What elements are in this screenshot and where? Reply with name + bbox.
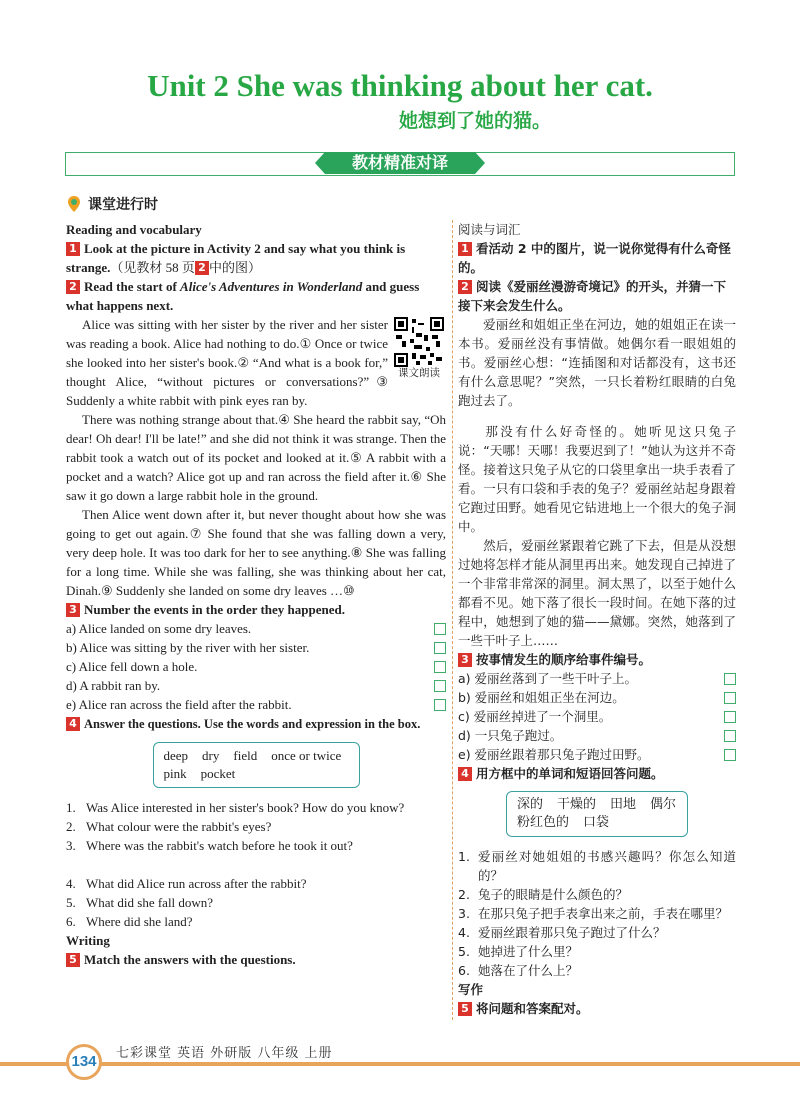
exercise-number: 3 — [458, 653, 472, 667]
question-item — [66, 817, 446, 836]
question-item — [66, 798, 446, 817]
answer-box[interactable] — [434, 699, 446, 711]
exercise-instruction: 按事情发生的顺序给事件编号。 — [476, 652, 652, 667]
event-text: a) Alice landed on some dry leaves. — [66, 621, 252, 636]
question-item — [66, 893, 446, 912]
writing-heading-zh: 写作 — [458, 982, 484, 997]
event-item — [458, 707, 736, 726]
event-text: e) Alice ran across the field after the rabbit. — [66, 697, 292, 712]
question-number: 6. — [66, 914, 76, 929]
question-number: 5. — [66, 895, 76, 910]
event-item — [458, 688, 736, 707]
story-text: There was nothing strange about that.④ She heard the rabbit say, “Oh dear! Oh dear! I'll be late!” and she did not think it was strange. Then the rabbit took a watch out of its pocket and looked at it.⑤ A rabbit with a pocket and a watch? Alice got up and ran across the field after it.⑥ She saw it go down a large rabbit hole in the ground. — [66, 412, 446, 503]
question-item — [458, 847, 736, 885]
answer-box[interactable] — [434, 661, 446, 673]
textbook-note: 中的图） — [208, 260, 261, 275]
exercise-number: 2 — [195, 261, 209, 275]
footer-rule — [0, 1062, 800, 1066]
event-text: c) 爱丽丝掉进了一个洞里。 — [458, 709, 612, 724]
answer-box[interactable] — [724, 730, 736, 742]
location-pin-icon — [66, 195, 82, 213]
exercise-number: 1 — [458, 242, 472, 256]
story-paragraph-1 — [66, 315, 446, 410]
word-item: deep — [163, 748, 189, 763]
exercise-instruction: Match the answers with the questions. — [84, 952, 296, 967]
story-paragraph-2 — [66, 410, 446, 505]
event-item — [458, 745, 736, 764]
exercise-3-zh — [458, 650, 736, 669]
exercise-number: 5 — [66, 953, 80, 967]
question-text: 在那只兔子把手表拿出来之前，手表在哪里？ — [478, 906, 729, 921]
question-number: 3. — [66, 838, 76, 853]
question-item — [458, 904, 736, 923]
question-item — [458, 885, 736, 904]
question-item — [66, 874, 446, 893]
exercise-2 — [66, 277, 446, 315]
exercise-5-zh — [458, 999, 736, 1018]
question-text: 她落在了什么上？ — [478, 963, 579, 978]
exercise-instruction: Read the start of — [84, 279, 181, 294]
exercise-1-zh — [458, 239, 736, 277]
word-item: 偶尔 — [650, 797, 677, 812]
question-number: 2. — [66, 819, 76, 834]
word-item: 干燥的 — [557, 797, 597, 812]
event-text: d) A rabbit ran by. — [66, 678, 161, 693]
event-text: b) Alice was sitting by the river with her sister. — [66, 640, 310, 655]
question-number: 4. — [458, 925, 470, 940]
english-column — [66, 220, 446, 969]
question-item — [458, 923, 736, 942]
exercise-number: 4 — [458, 767, 472, 781]
exercise-number: 4 — [66, 717, 80, 731]
section-band — [65, 152, 735, 176]
question-text: What colour were the rabbit's eyes? — [86, 819, 272, 834]
event-item — [66, 619, 446, 638]
book-title-italic: Alice's Adventures in Wonderland — [180, 279, 363, 294]
section-band-label: 教材精准对译 — [325, 152, 475, 174]
page-number: 134 — [66, 1044, 102, 1080]
story-paragraph-3-zh — [458, 536, 736, 650]
question-item — [66, 836, 446, 855]
story-text: 爱丽丝和姐姐正坐在河边，她的姐姐正在读一本书。爱丽丝没有事情做。她偶尔看一眼姐姐的书。爱丽丝心想：“连插图和对话都没有，这书还有什么意思呢？”突然，一只长着粉红眼睛的白兔跑过去了。 — [458, 317, 736, 408]
exercise-1 — [66, 239, 446, 277]
exercise-instruction: and guess what happens next. — [66, 279, 420, 313]
question-text: 爱丽丝跟着那只兔子跑过了什么？ — [478, 925, 666, 940]
question-number: 4. — [66, 876, 76, 891]
exercise-instruction: Look at the picture in Activity 2 and say what you think is strange. — [66, 241, 406, 275]
event-item — [458, 726, 736, 745]
event-text: a) 爱丽丝落到了一些干叶子上。 — [458, 671, 638, 686]
answer-box[interactable] — [434, 642, 446, 654]
story-paragraph-1-zh — [458, 315, 736, 410]
story-text: Then Alice went down after it, but never thought about how she was going to get out again.⑦ She found that she was falling down a very, very deep hole. It was too dark for her to see anything.⑧ She was falling for a long time. While she was falling, she was thinking about her cat, Dinah.⑨ Suddenly she landed on some dry leaves …⑩ — [66, 507, 446, 598]
book-title: 七彩课堂 英语 外研版 八年级 上册 — [116, 1046, 333, 1061]
question-text: Where did she land? — [86, 914, 193, 929]
question-text: What did she fall down? — [86, 895, 214, 910]
event-item — [66, 657, 446, 676]
question-text: Where was the rabbit's watch before he took it out? — [86, 838, 353, 853]
chinese-column — [458, 220, 736, 1018]
exercise-instruction: Number the events in the order they happened. — [84, 602, 345, 617]
section-heading-label: 课堂进行时 — [88, 197, 158, 213]
word-item: 口袋 — [583, 815, 610, 830]
question-item — [458, 961, 736, 980]
story-text: 然后，爱丽丝紧跟着它跳了下去，但是从没想过她将怎样才能从洞里再出来。她发现自己掉进了一个非常非常深的洞里。洞太黑了，以至于她什么都看不见。她下落了很长一段时间。在她下落的过程中，她想到了她的猫——黛娜。突然，她落到了一些干叶子上…… — [458, 538, 736, 648]
exercise-number: 1 — [66, 242, 80, 256]
question-list — [66, 798, 446, 931]
column-divider — [452, 220, 453, 1020]
question-number: 3. — [458, 906, 470, 921]
question-text: 爱丽丝对她姐姐的书感兴趣吗？你怎么知道的？ — [478, 849, 736, 883]
exercise-instruction: Answer the questions. Use the words and expression in the box. — [84, 717, 421, 731]
event-text: d) 一只兔子跑过。 — [458, 728, 563, 743]
story-text: Alice was sitting with her sister by the river and her sister was reading a book. Alice had nothing to do.① Once or twice she looked into her sister's book.② “And what is a book for,” thought Alice, “without pictures or conversations?”③ Suddenly a white rabbit with pink eyes ran by. — [66, 317, 388, 408]
question-item — [66, 912, 446, 931]
exercise-number: 2 — [66, 280, 80, 294]
question-list-zh — [458, 847, 736, 980]
question-number: 5. — [458, 944, 470, 959]
question-number: 1. — [458, 849, 470, 864]
exercise-3 — [66, 600, 446, 619]
word-box — [153, 742, 360, 788]
exercise-4-zh — [458, 764, 736, 783]
event-text: b) 爱丽丝和姐姐正坐在河边。 — [458, 690, 625, 705]
event-item — [458, 669, 736, 688]
answer-box[interactable] — [724, 711, 736, 723]
unit-title-english: Unit 2 She was thinking about her cat. — [147, 68, 653, 103]
answer-box[interactable] — [434, 623, 446, 635]
answer-box[interactable] — [724, 749, 736, 761]
question-item — [458, 942, 736, 961]
story-paragraph-3 — [66, 505, 446, 600]
exercise-4 — [66, 714, 446, 734]
textbook-note: （见教材 58 页 — [110, 260, 195, 275]
event-item — [66, 638, 446, 657]
answer-box[interactable] — [724, 692, 736, 704]
exercise-instruction: 看活动 2 中的图片，说一说你觉得有什么奇怪的。 — [458, 241, 731, 275]
exercise-number: 3 — [66, 603, 80, 617]
exercise-number: 5 — [458, 1002, 472, 1016]
writing-heading: Writing — [66, 933, 110, 948]
word-item: field — [233, 748, 258, 763]
qr-code-block[interactable] — [392, 317, 446, 379]
exercise-5 — [66, 950, 446, 969]
event-item — [66, 676, 446, 695]
exercise-instruction: 将问题和答案配对。 — [476, 1001, 589, 1016]
word-item: dry — [202, 748, 220, 763]
question-text: What did Alice run across after the rabbit? — [86, 876, 307, 891]
story-paragraph-2-zh — [458, 422, 736, 536]
exercise-number: 2 — [458, 280, 472, 294]
word-item: pink — [163, 766, 187, 781]
story-text: 那没有什么好奇怪的。她听见这只兔子说：“天哪！天哪！我要迟到了！”她认为这并不奇怪。接着这只兔子从它的口袋里拿出一块手表看了看。一只有口袋和手表的兔子？爱丽丝站起身跟着它跑过田野。她看见它钻进地上一个很大的兔子洞中。 — [458, 424, 736, 534]
answer-box[interactable] — [724, 673, 736, 685]
exercise-2-zh — [458, 277, 736, 315]
answer-box[interactable] — [434, 680, 446, 692]
question-number: 2. — [458, 887, 470, 902]
qr-code-icon[interactable] — [394, 317, 444, 367]
reading-heading: Reading and vocabulary — [66, 222, 202, 237]
exercise-instruction: 用方框中的单词和短语回答问题。 — [476, 766, 664, 781]
qr-code-label: 课文朗读 — [398, 367, 440, 379]
unit-title-chinese: 她想到了她的猫。 — [398, 110, 551, 132]
section-heading — [66, 194, 158, 214]
question-number: 1. — [66, 800, 76, 815]
event-text: e) 爱丽丝跟着那只兔子跑过田野。 — [458, 747, 650, 762]
question-text: 她掉进了什么里？ — [478, 944, 579, 959]
question-text: 兔子的眼睛是什么颜色的？ — [478, 887, 629, 902]
exercise-instruction: 阅读《爱丽丝漫游奇境记》的开头，并猜一下接下来会发生什么。 — [458, 279, 727, 313]
word-item: pocket — [200, 766, 236, 781]
word-item: 深的 — [517, 797, 544, 812]
word-item: 粉红色的 — [517, 815, 570, 830]
question-text: Was Alice interested in her sister's book? How do you know? — [86, 800, 405, 815]
word-box-zh — [506, 791, 688, 837]
question-number: 6. — [458, 963, 470, 978]
word-item: 田地 — [610, 797, 637, 812]
reading-heading-zh: 阅读与词汇 — [458, 222, 521, 237]
word-item: once or twice — [271, 748, 342, 763]
event-text: c) Alice fell down a hole. — [66, 659, 198, 674]
event-item — [66, 695, 446, 714]
